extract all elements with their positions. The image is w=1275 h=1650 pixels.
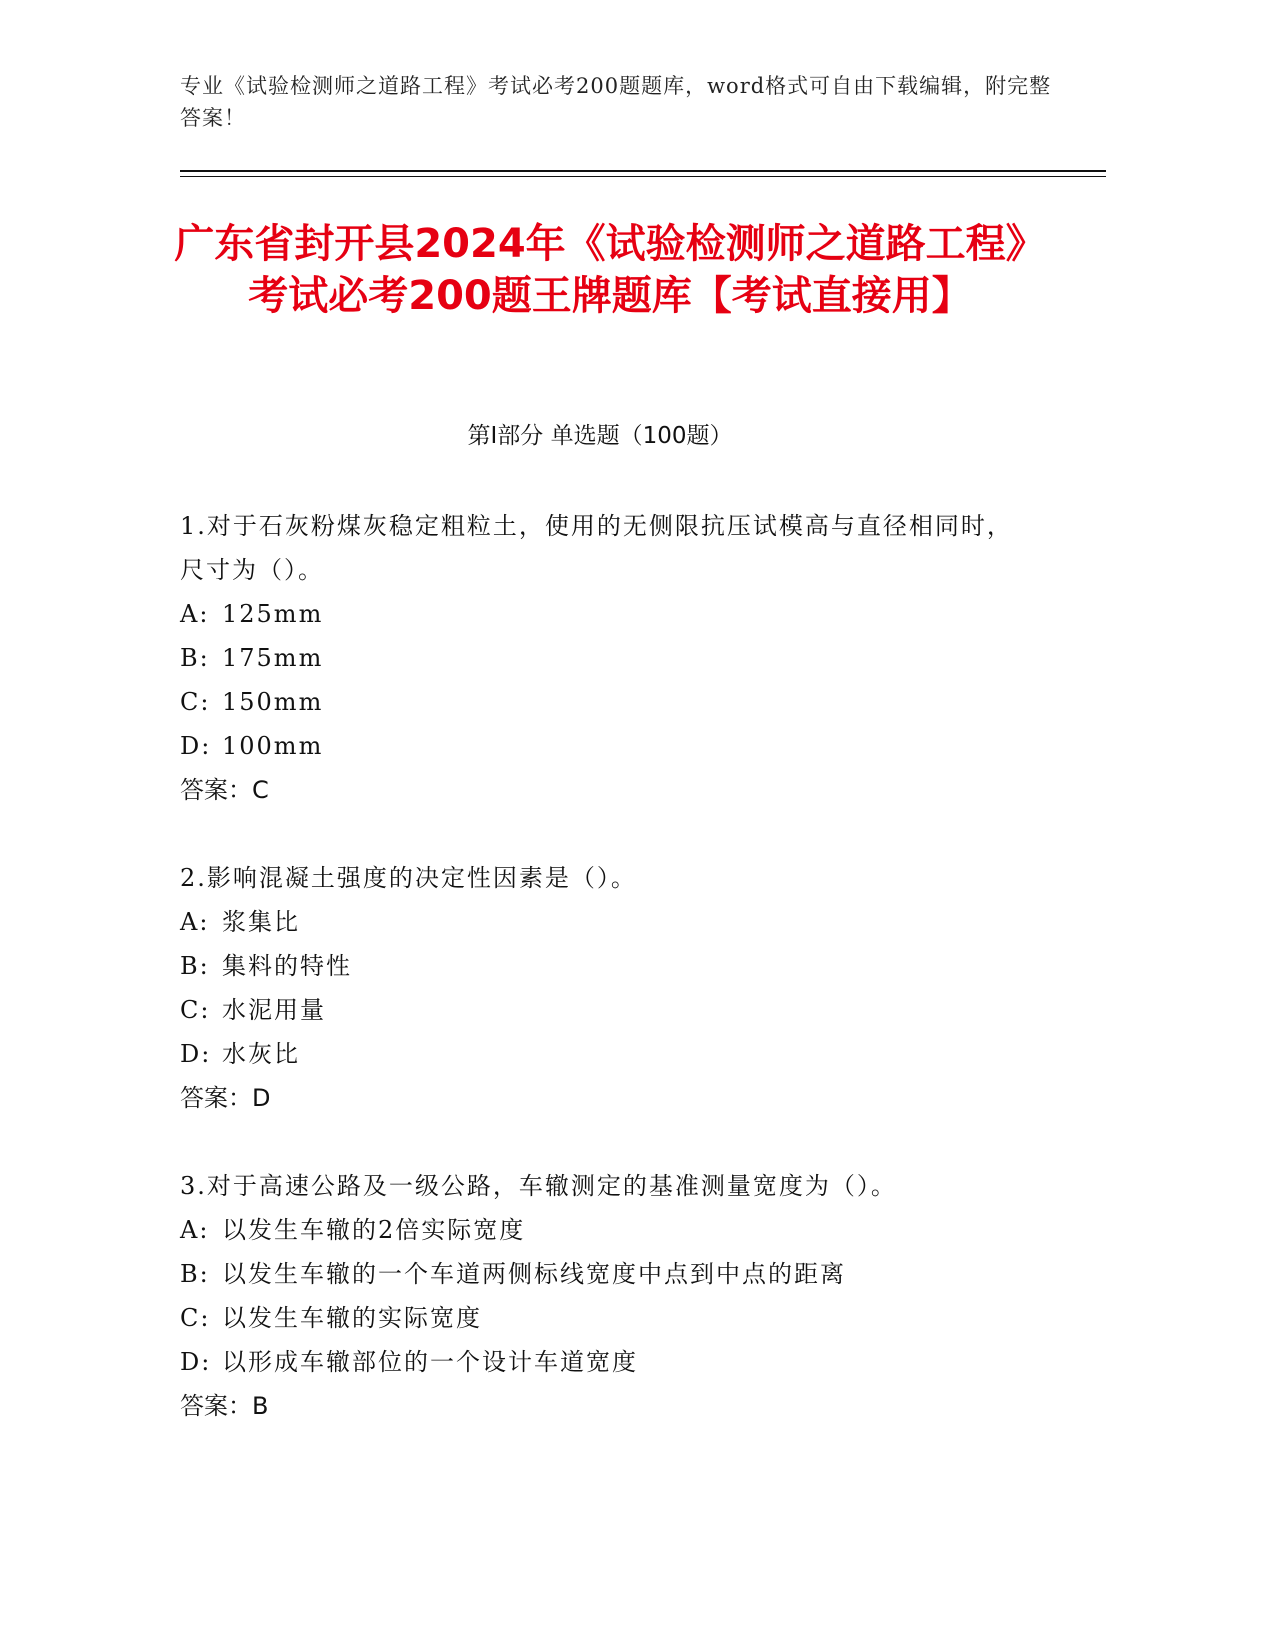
option-text: 125mm <box>222 600 324 628</box>
option-key: A: <box>180 600 210 628</box>
option-key: C: <box>180 1304 211 1332</box>
document-title: 广东省封开县2024年《试验检测师之道路工程》考试必考200题王牌题库【考试直接用】 <box>174 221 1046 319</box>
option-c <box>180 988 1030 1032</box>
option-text: 集料的特性 <box>222 952 352 980</box>
option-text: 175mm <box>222 644 324 672</box>
option-d <box>180 1032 1030 1076</box>
option-text: 浆集比 <box>222 908 300 936</box>
answer-line: 答案：D <box>180 1084 271 1112</box>
header-divider-thick <box>180 170 1106 172</box>
question-item <box>180 504 1030 812</box>
question-stem: 3.对于高速公路及一级公路，车辙测定的基准测量宽度为（）。 <box>180 1172 897 1200</box>
option-c <box>180 1296 1030 1340</box>
option-b <box>180 1252 1030 1296</box>
question-item <box>180 1164 1030 1428</box>
question-stem: 1.对于石灰粉煤灰稳定粗粒土，使用的无侧限抗压试模高与直径相同时，尺寸为（）。 <box>180 512 1013 584</box>
option-d <box>180 1340 1030 1384</box>
option-text: 以发生车辙的2倍实际宽度 <box>222 1216 526 1244</box>
option-a <box>180 592 1030 636</box>
option-key: B: <box>180 1260 210 1288</box>
option-b <box>180 636 1030 680</box>
question-stem: 2.影响混凝土强度的决定性因素是（）。 <box>180 864 637 892</box>
option-a <box>180 900 1030 944</box>
option-key: C: <box>180 996 211 1024</box>
option-key: D: <box>180 732 212 760</box>
header-note: 专业《试验检测师之道路工程》考试必考200题题库，word格式可自由下载编辑，附完整答案！ <box>180 74 1052 130</box>
option-text: 以形成车辙部位的一个设计车道宽度 <box>222 1348 638 1376</box>
option-key: C: <box>180 688 211 716</box>
option-text: 以发生车辙的实际宽度 <box>222 1304 482 1332</box>
option-key: D: <box>180 1348 212 1376</box>
option-a <box>180 1208 1030 1252</box>
option-text: 水泥用量 <box>222 996 326 1024</box>
option-text: 以发生车辙的一个车道两侧标线宽度中点到中点的距离 <box>222 1260 846 1288</box>
option-key: B: <box>180 952 210 980</box>
option-d <box>180 724 1030 768</box>
option-key: A: <box>180 1216 210 1244</box>
question-item <box>180 856 1030 1120</box>
section-heading: 第I部分 单选题（100题） <box>467 423 733 449</box>
option-b <box>180 944 1030 988</box>
option-key: A: <box>180 908 210 936</box>
option-text: 水灰比 <box>222 1040 300 1068</box>
header-divider-thin <box>180 176 1106 177</box>
option-text: 150mm <box>222 688 324 716</box>
option-c <box>180 680 1030 724</box>
answer-line: 答案：C <box>180 776 269 804</box>
option-text: 100mm <box>222 732 324 760</box>
option-key: B: <box>180 644 210 672</box>
option-key: D: <box>180 1040 212 1068</box>
answer-line: 答案：B <box>180 1392 269 1420</box>
question-list <box>180 504 1030 1472</box>
